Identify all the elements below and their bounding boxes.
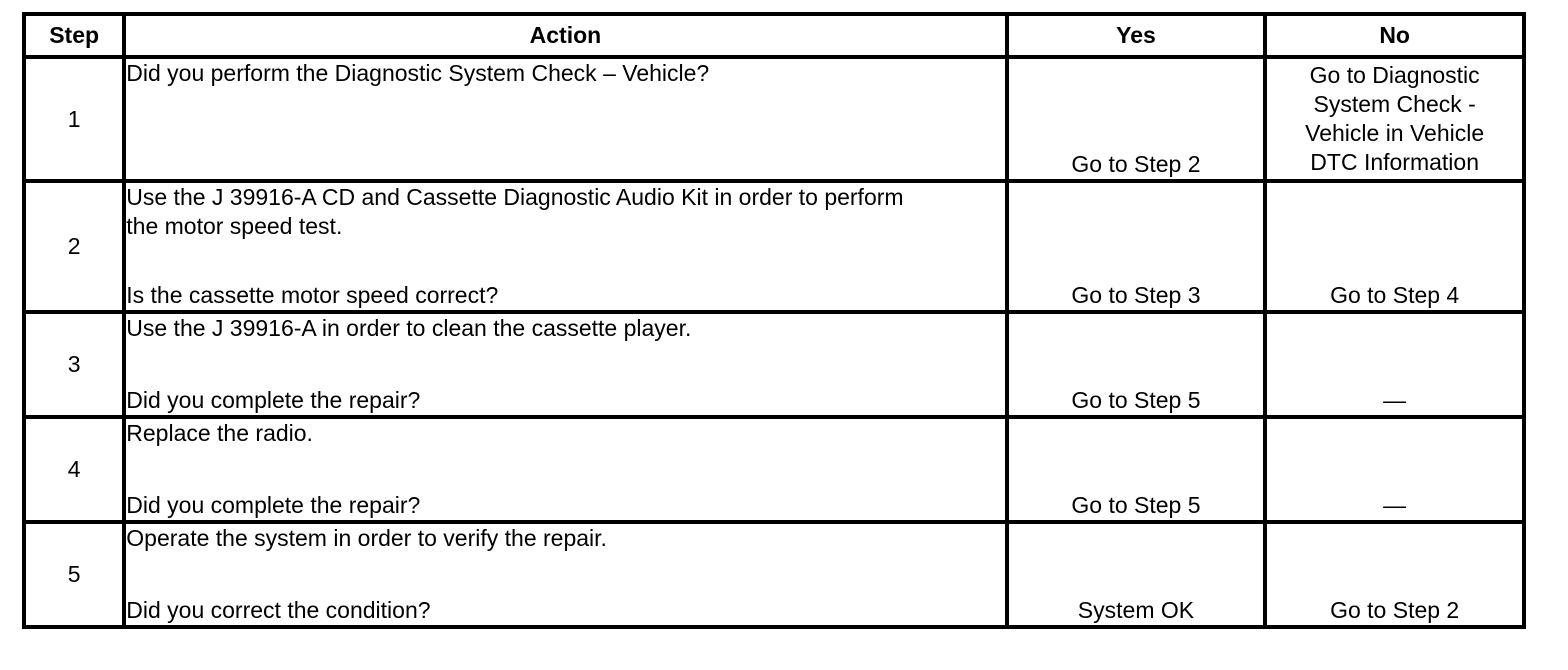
- yes-cell: Go to Step 2: [1007, 57, 1266, 181]
- table-row: [24, 522, 1524, 627]
- header-yes: Yes: [1007, 14, 1266, 57]
- action-cell: [124, 312, 1006, 417]
- no-cell: Go to Step 4: [1265, 181, 1524, 312]
- step-number: 1: [24, 57, 124, 181]
- action-question: Is the cassette motor speed correct?: [126, 282, 499, 308]
- action-instruction: Operate the system in order to verify the repair.: [126, 525, 607, 551]
- action-question: Did you correct the condition?: [126, 597, 431, 623]
- yes-cell: System OK: [1007, 522, 1266, 627]
- action-cell: [124, 57, 1006, 181]
- no-line: Vehicle in Vehicle: [1305, 120, 1485, 146]
- no-line: DTC Information: [1310, 149, 1479, 175]
- action-instruction: [126, 183, 1004, 241]
- yes-cell: Go to Step 5: [1007, 417, 1266, 522]
- table-row: [24, 181, 1524, 312]
- step-number: 5: [24, 522, 124, 627]
- no-cell: [1265, 57, 1524, 181]
- header-no: No: [1265, 14, 1524, 57]
- header-action: Action: [124, 14, 1006, 57]
- action-instruction: Did you perform the Diagnostic System Check – Vehicle?: [126, 60, 710, 86]
- table-row: [24, 312, 1524, 417]
- diagnostic-table: [22, 12, 1526, 629]
- yes-cell: Go to Step 3: [1007, 181, 1266, 312]
- header-step: Step: [24, 14, 124, 57]
- no-line: Go to Diagnostic: [1309, 62, 1480, 88]
- no-line: System Check -: [1313, 91, 1476, 117]
- action-instruction-line: Use the J 39916-A CD and Cassette Diagnostic Audio Kit in order to perform: [126, 184, 904, 210]
- action-cell: [124, 181, 1006, 312]
- step-number: 4: [24, 417, 124, 522]
- action-cell: [124, 522, 1006, 627]
- action-question: Did you complete the repair?: [126, 387, 421, 413]
- no-cell: —: [1265, 417, 1524, 522]
- action-instruction: Replace the radio.: [126, 420, 313, 446]
- table-row: [24, 57, 1524, 181]
- action-question: Did you complete the repair?: [126, 492, 421, 518]
- no-cell: Go to Step 2: [1265, 522, 1524, 627]
- table-row: [24, 417, 1524, 522]
- no-cell: —: [1265, 312, 1524, 417]
- action-cell: [124, 417, 1006, 522]
- yes-cell: Go to Step 5: [1007, 312, 1266, 417]
- step-number: 3: [24, 312, 124, 417]
- header-row: [24, 14, 1524, 57]
- step-number: 2: [24, 181, 124, 312]
- action-instruction: Use the J 39916-A in order to clean the cassette player.: [126, 315, 692, 341]
- action-instruction-line: the motor speed test.: [126, 213, 343, 239]
